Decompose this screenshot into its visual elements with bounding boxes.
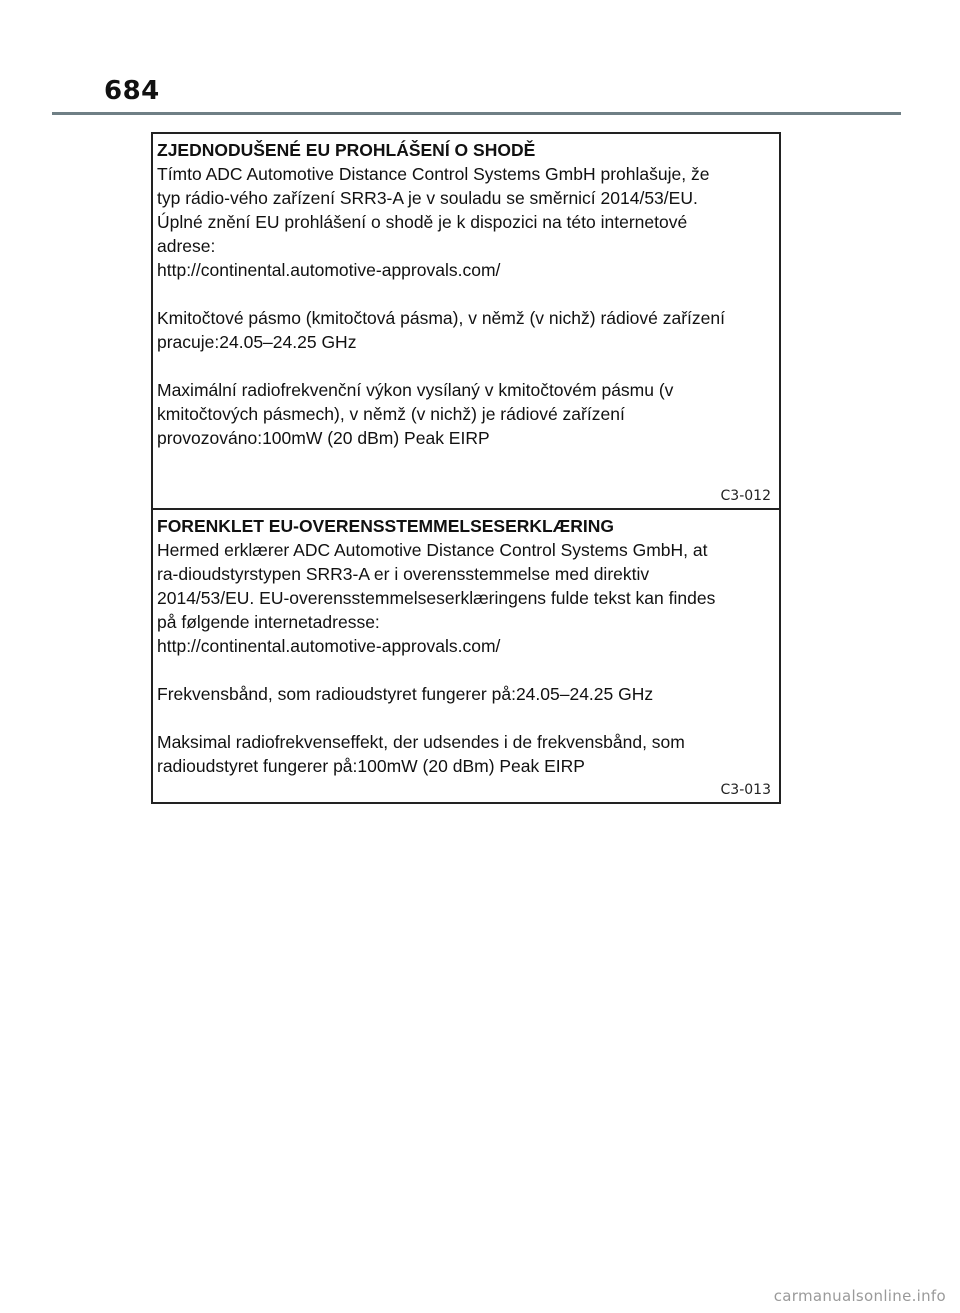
declaration-czech bbox=[153, 134, 779, 508]
frequency-line: pracuje:24.05–24.25 GHz bbox=[157, 332, 357, 352]
declaration-intro-line: Úplné znění EU prohlášení o shodě je k dispozici na této internetové bbox=[157, 212, 688, 232]
declaration-intro-line: 2014/53/EU. EU-overensstemmelseserklæringens fulde tekst kan findes bbox=[157, 588, 716, 608]
declaration-intro-line: adrese: bbox=[157, 236, 216, 256]
frequency-line: Frekvensbånd, som radioudstyret fungerer på:24.05–24.25 GHz bbox=[157, 684, 654, 704]
declaration-code: C3-012 bbox=[720, 488, 771, 504]
declaration-intro-line: Tímto ADC Automotive Distance Control Systems GmbH prohlašuje, že bbox=[157, 164, 710, 184]
declaration-intro-line: på følgende internetadresse: bbox=[157, 612, 380, 632]
declaration-heading: FORENKLET EU-OVERENSSTEMMELSESERKLÆRING bbox=[157, 516, 614, 536]
declaration-url: http://continental.automotive-approvals.com/ bbox=[157, 636, 501, 656]
declaration-danish bbox=[153, 508, 779, 802]
power-line: Maximální radiofrekvenční výkon vysílaný v kmitočtovém pásmu (v bbox=[157, 380, 674, 400]
declaration-url: http://continental.automotive-approvals.com/ bbox=[157, 260, 501, 280]
page-number: 684 bbox=[104, 76, 160, 106]
declaration-heading: ZJEDNODUŠENÉ EU PROHLÁŠENÍ O SHODĚ bbox=[157, 140, 536, 160]
power-line: kmitočtových pásmech), v němž (v nichž) je rádiové zařízení bbox=[157, 404, 625, 424]
declarations-table bbox=[151, 132, 781, 804]
declaration-intro-line: typ rádio-vého zařízení SRR3-A je v souladu se směrnicí 2014/53/EU. bbox=[157, 188, 698, 208]
declaration-code: C3-013 bbox=[720, 782, 771, 798]
power-line: provozováno:100mW (20 dBm) Peak EIRP bbox=[157, 428, 490, 448]
power-line: Maksimal radiofrekvenseffekt, der udsendes i de frekvensbånd, som bbox=[157, 732, 685, 752]
power-line: radioudstyret fungerer på:100mW (20 dBm) Peak EIRP bbox=[157, 756, 585, 776]
header-divider bbox=[52, 112, 901, 115]
declaration-intro-line: ra-dioudstyrstypen SRR3-A er i overensstemmelse med direktiv bbox=[157, 564, 650, 584]
frequency-line: Kmitočtové pásmo (kmitočtová pásma), v němž (v nichž) rádiové zařízení bbox=[157, 308, 725, 328]
declaration-intro-line: Hermed erklærer ADC Automotive Distance Control Systems GmbH, at bbox=[157, 540, 708, 560]
site-watermark: carmanualsonline.info bbox=[773, 1287, 946, 1305]
